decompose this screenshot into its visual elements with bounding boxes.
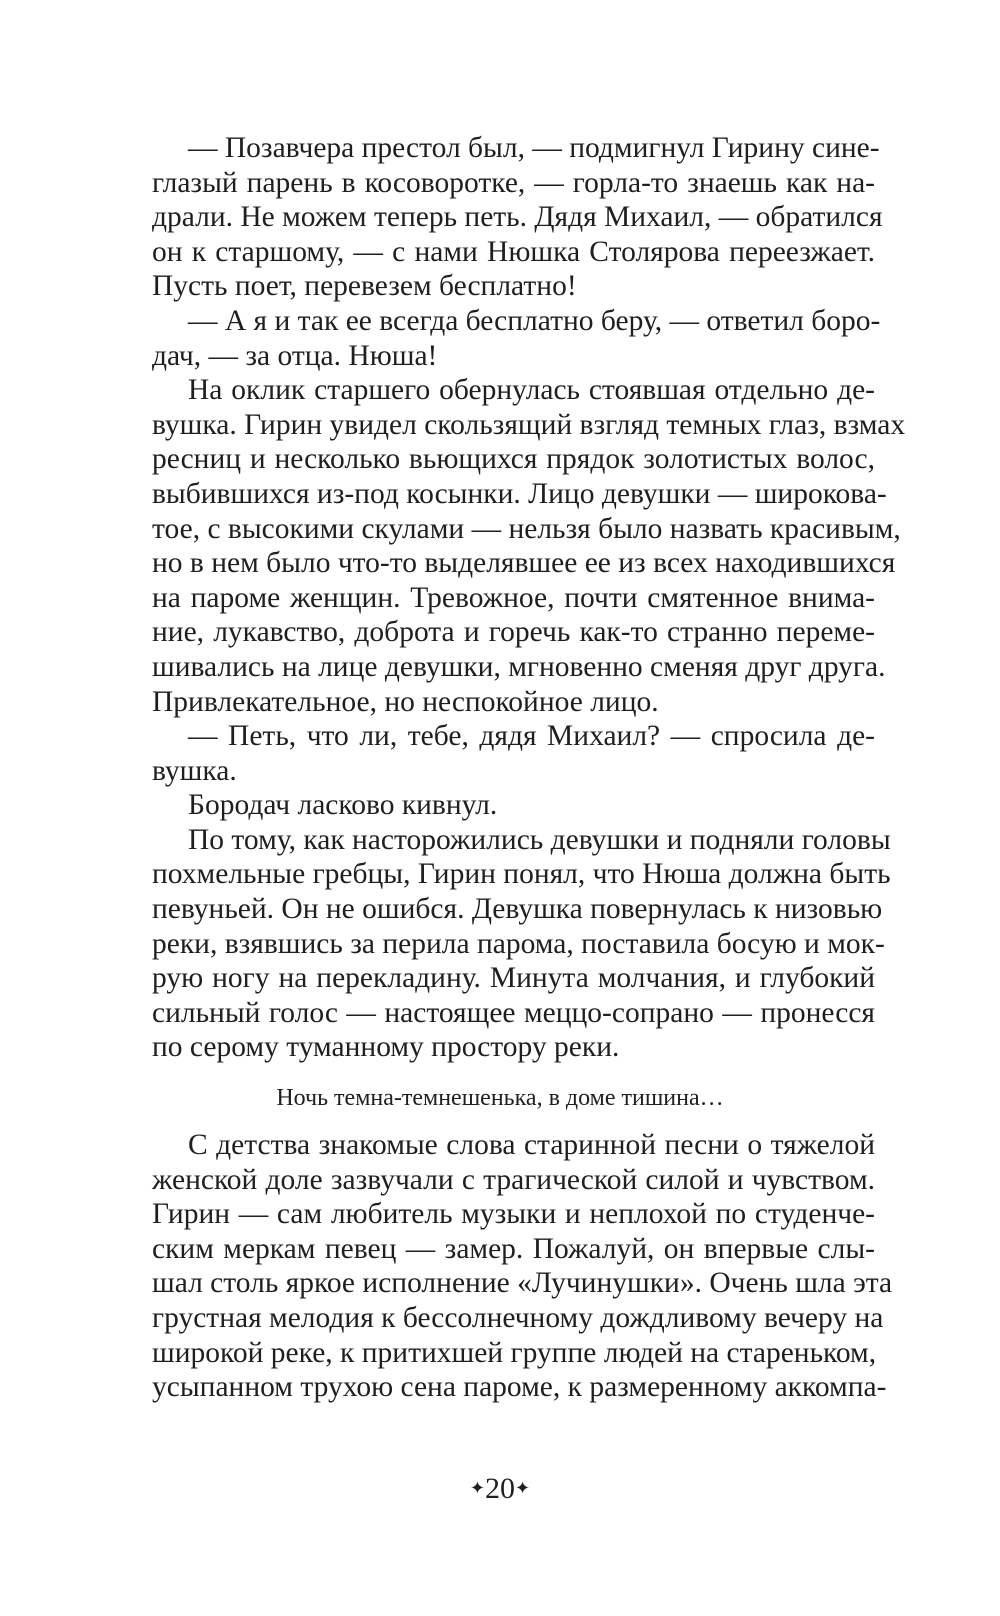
text-line: по серому туманному простору реки. bbox=[152, 1031, 620, 1064]
text-line: широкой реке, к притихшей группе людей на стареньком, bbox=[152, 1336, 877, 1369]
text-line: на пароме женщин. Тревожное, почти смятенное внима- bbox=[152, 581, 875, 614]
body-text-top bbox=[152, 131, 906, 1065]
text-line: грустная мелодия к бессолнечному дождливому вечеру на bbox=[152, 1301, 884, 1334]
text-line: дач, — за отца. Нюша! bbox=[152, 339, 438, 372]
text-line: — А я и так ее всегда бесплатно беру, — ответил боро- bbox=[188, 304, 881, 337]
text-line: но в нем было что-то выделявшее ее из всех находившихся bbox=[152, 547, 896, 580]
text-line: похмельные гребцы, Гирин понял, что Нюша должна быть bbox=[152, 858, 891, 891]
text-line: ние, лукавство, доброта и горечь как-то странно переме- bbox=[152, 616, 875, 649]
text-line: выбившихся из-под косынки. Лицо девушки — широкова- bbox=[152, 477, 887, 510]
text-line: глазый парень в косоворотке, — горла-то знаешь как на- bbox=[152, 166, 875, 199]
text-line: — Позавчера престол был, — подмигнул Гирину сине- bbox=[188, 132, 880, 164]
text-line: рую ногу на перекладину. Минута молчания, и глубокий bbox=[152, 962, 875, 995]
text-line: Привлекательное, но неспокойное лицо. bbox=[152, 685, 659, 718]
text-line: Бородач ласково кивнул. bbox=[188, 789, 498, 822]
text-line: ским меркам певец — замер. Пожалуй, он впервые слы- bbox=[152, 1232, 875, 1265]
text-line: ресниц и несколько вьющихся прядок золотистых волос, bbox=[152, 443, 875, 476]
text-line: сильный голос — настоящее меццо-сопрано — пронесся bbox=[152, 996, 875, 1029]
text-line: певуньей. Он не ошибся. Девушка повернулась к низовью bbox=[152, 893, 883, 926]
text-line: — Петь, что ли, тебе, дядя Михаил? — спросила де- bbox=[188, 720, 875, 753]
text-line: На оклик старшего обернулась стоявшая отдельно де- bbox=[188, 374, 875, 407]
text-line: тое, с высокими скулами — нельзя было назвать красивым, bbox=[152, 512, 901, 545]
text-line: реки, взявшись за перила парома, поставила босую и мок- bbox=[152, 927, 885, 960]
body-text-bottom bbox=[152, 1128, 893, 1405]
text-line: шал столь яркое исполнение «Лучинушки». Очень шла эта bbox=[152, 1267, 893, 1300]
text-line: женской доле зазвучали с трагической силой и чувством. bbox=[152, 1163, 875, 1196]
ornament-star-icon: ✦ bbox=[469, 1478, 485, 1498]
text-line: усыпанном трухою сена пароме, к размеренному аккомпа- bbox=[152, 1371, 887, 1404]
text-line: он к старшому, — с нами Нюшка Столярова переезжает. bbox=[152, 235, 875, 268]
text-line: вушка. bbox=[152, 754, 237, 787]
text-line: С детства знакомые слова старинной песни о тяжелой bbox=[188, 1129, 875, 1161]
song-verse-line: Ночь темна-темнешенька, в доме тишина… bbox=[276, 1085, 724, 1111]
text-line: шивались на лице девушки, мгновенно сменяя друг друга. bbox=[152, 650, 886, 683]
text-line: Пусть поет, перевезем бесплатно! bbox=[152, 270, 577, 303]
text-line: драли. Не можем теперь петь. Дядя Михаил, — обратился bbox=[152, 201, 883, 234]
page-number: 20 bbox=[485, 1472, 515, 1505]
page-footer bbox=[0, 1470, 1000, 1507]
ornament-star-icon: ✦ bbox=[515, 1478, 531, 1498]
text-line: Гирин — сам любитель музыки и неплохой по студенче- bbox=[152, 1198, 875, 1231]
text-line: вушка. Гирин увидел скользящий взгляд темных глаз, взмах bbox=[152, 408, 906, 441]
text-line: По тому, как насторожились девушки и подняли головы bbox=[188, 823, 891, 856]
